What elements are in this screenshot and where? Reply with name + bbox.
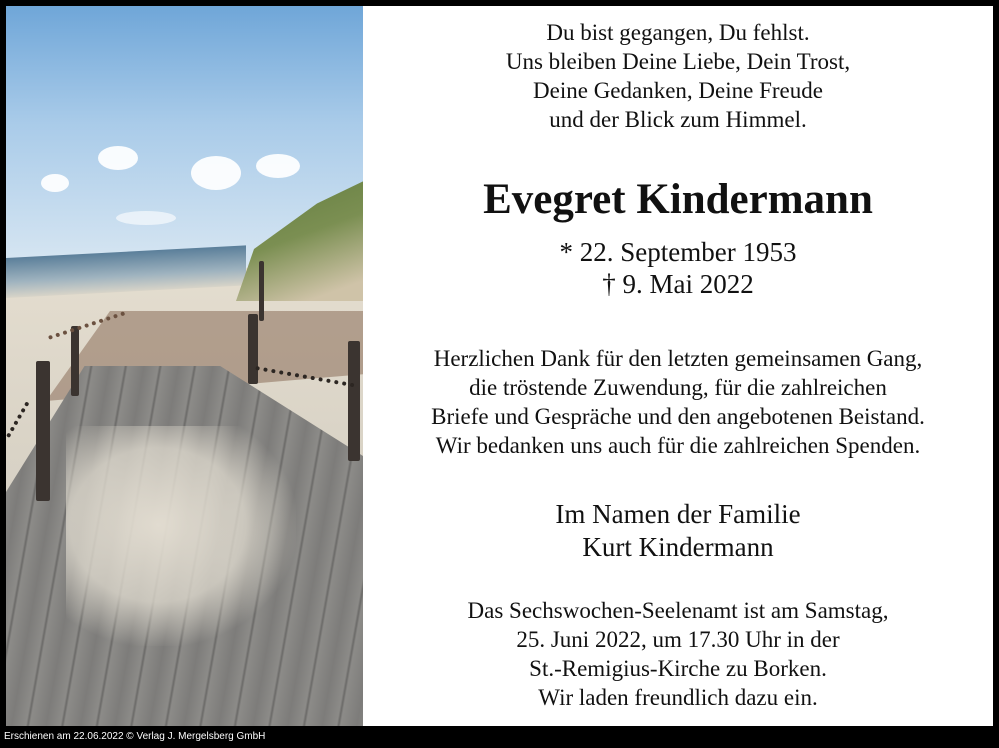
family-line: Im Namen der Familie: [555, 499, 801, 529]
obituary-notice: [6, 6, 993, 726]
deceased-name: Evegret Kindermann: [483, 176, 873, 223]
photo-post: [248, 314, 258, 384]
family-line: Kurt Kindermann: [582, 532, 774, 562]
family-signature: [363, 498, 993, 564]
thanks-line: die tröstende Zuwendung, für die zahlreichen: [469, 375, 887, 400]
photo-post: [36, 361, 50, 501]
poem: [363, 18, 993, 134]
mass-line: Wir laden freundlich dazu ein.: [538, 685, 818, 710]
photo-post: [348, 341, 360, 461]
photo-post: [71, 326, 79, 396]
photo-cloud: [256, 154, 300, 178]
life-dates: [363, 236, 993, 300]
photo-post: [259, 261, 264, 321]
memorial-mass-info: [363, 596, 993, 712]
photo-cloud: [191, 156, 241, 190]
photo-cloud: [98, 146, 138, 170]
photo-cloud: [116, 211, 176, 225]
beach-boardwalk-photo: [6, 6, 363, 726]
poem-line: Du bist gegangen, Du fehlst.: [546, 20, 810, 45]
notice-text: [363, 6, 993, 726]
thanks-text: [363, 344, 993, 460]
thanks-line: Briefe und Gespräche und den angebotenen Beistand.: [431, 404, 925, 429]
thanks-line: Herzlichen Dank für den letzten gemeinsamen Gang,: [433, 346, 923, 371]
mass-line: 25. Juni 2022, um 17.30 Uhr in der: [516, 627, 840, 652]
thanks-line: Wir bedanken uns auch für die zahlreichen Spenden.: [435, 433, 921, 458]
poem-line: Uns bleiben Deine Liebe, Dein Trost,: [505, 49, 851, 74]
mass-line: St.-Remigius-Kirche zu Borken.: [529, 656, 827, 681]
photo-sand-drift: [66, 426, 296, 646]
birth-date: * 22. September 1953: [559, 237, 797, 267]
mass-line: Das Sechswochen-Seelenamt ist am Samstag,: [467, 598, 889, 623]
death-date: † 9. Mai 2022: [602, 269, 754, 299]
poem-line: und der Blick zum Himmel.: [549, 107, 807, 132]
photo-cloud: [41, 174, 69, 192]
publication-footer: Erschienen am 22.06.2022 © Verlag J. Mergelsberg GmbH: [4, 731, 266, 742]
poem-line: Deine Gedanken, Deine Freude: [533, 78, 823, 103]
